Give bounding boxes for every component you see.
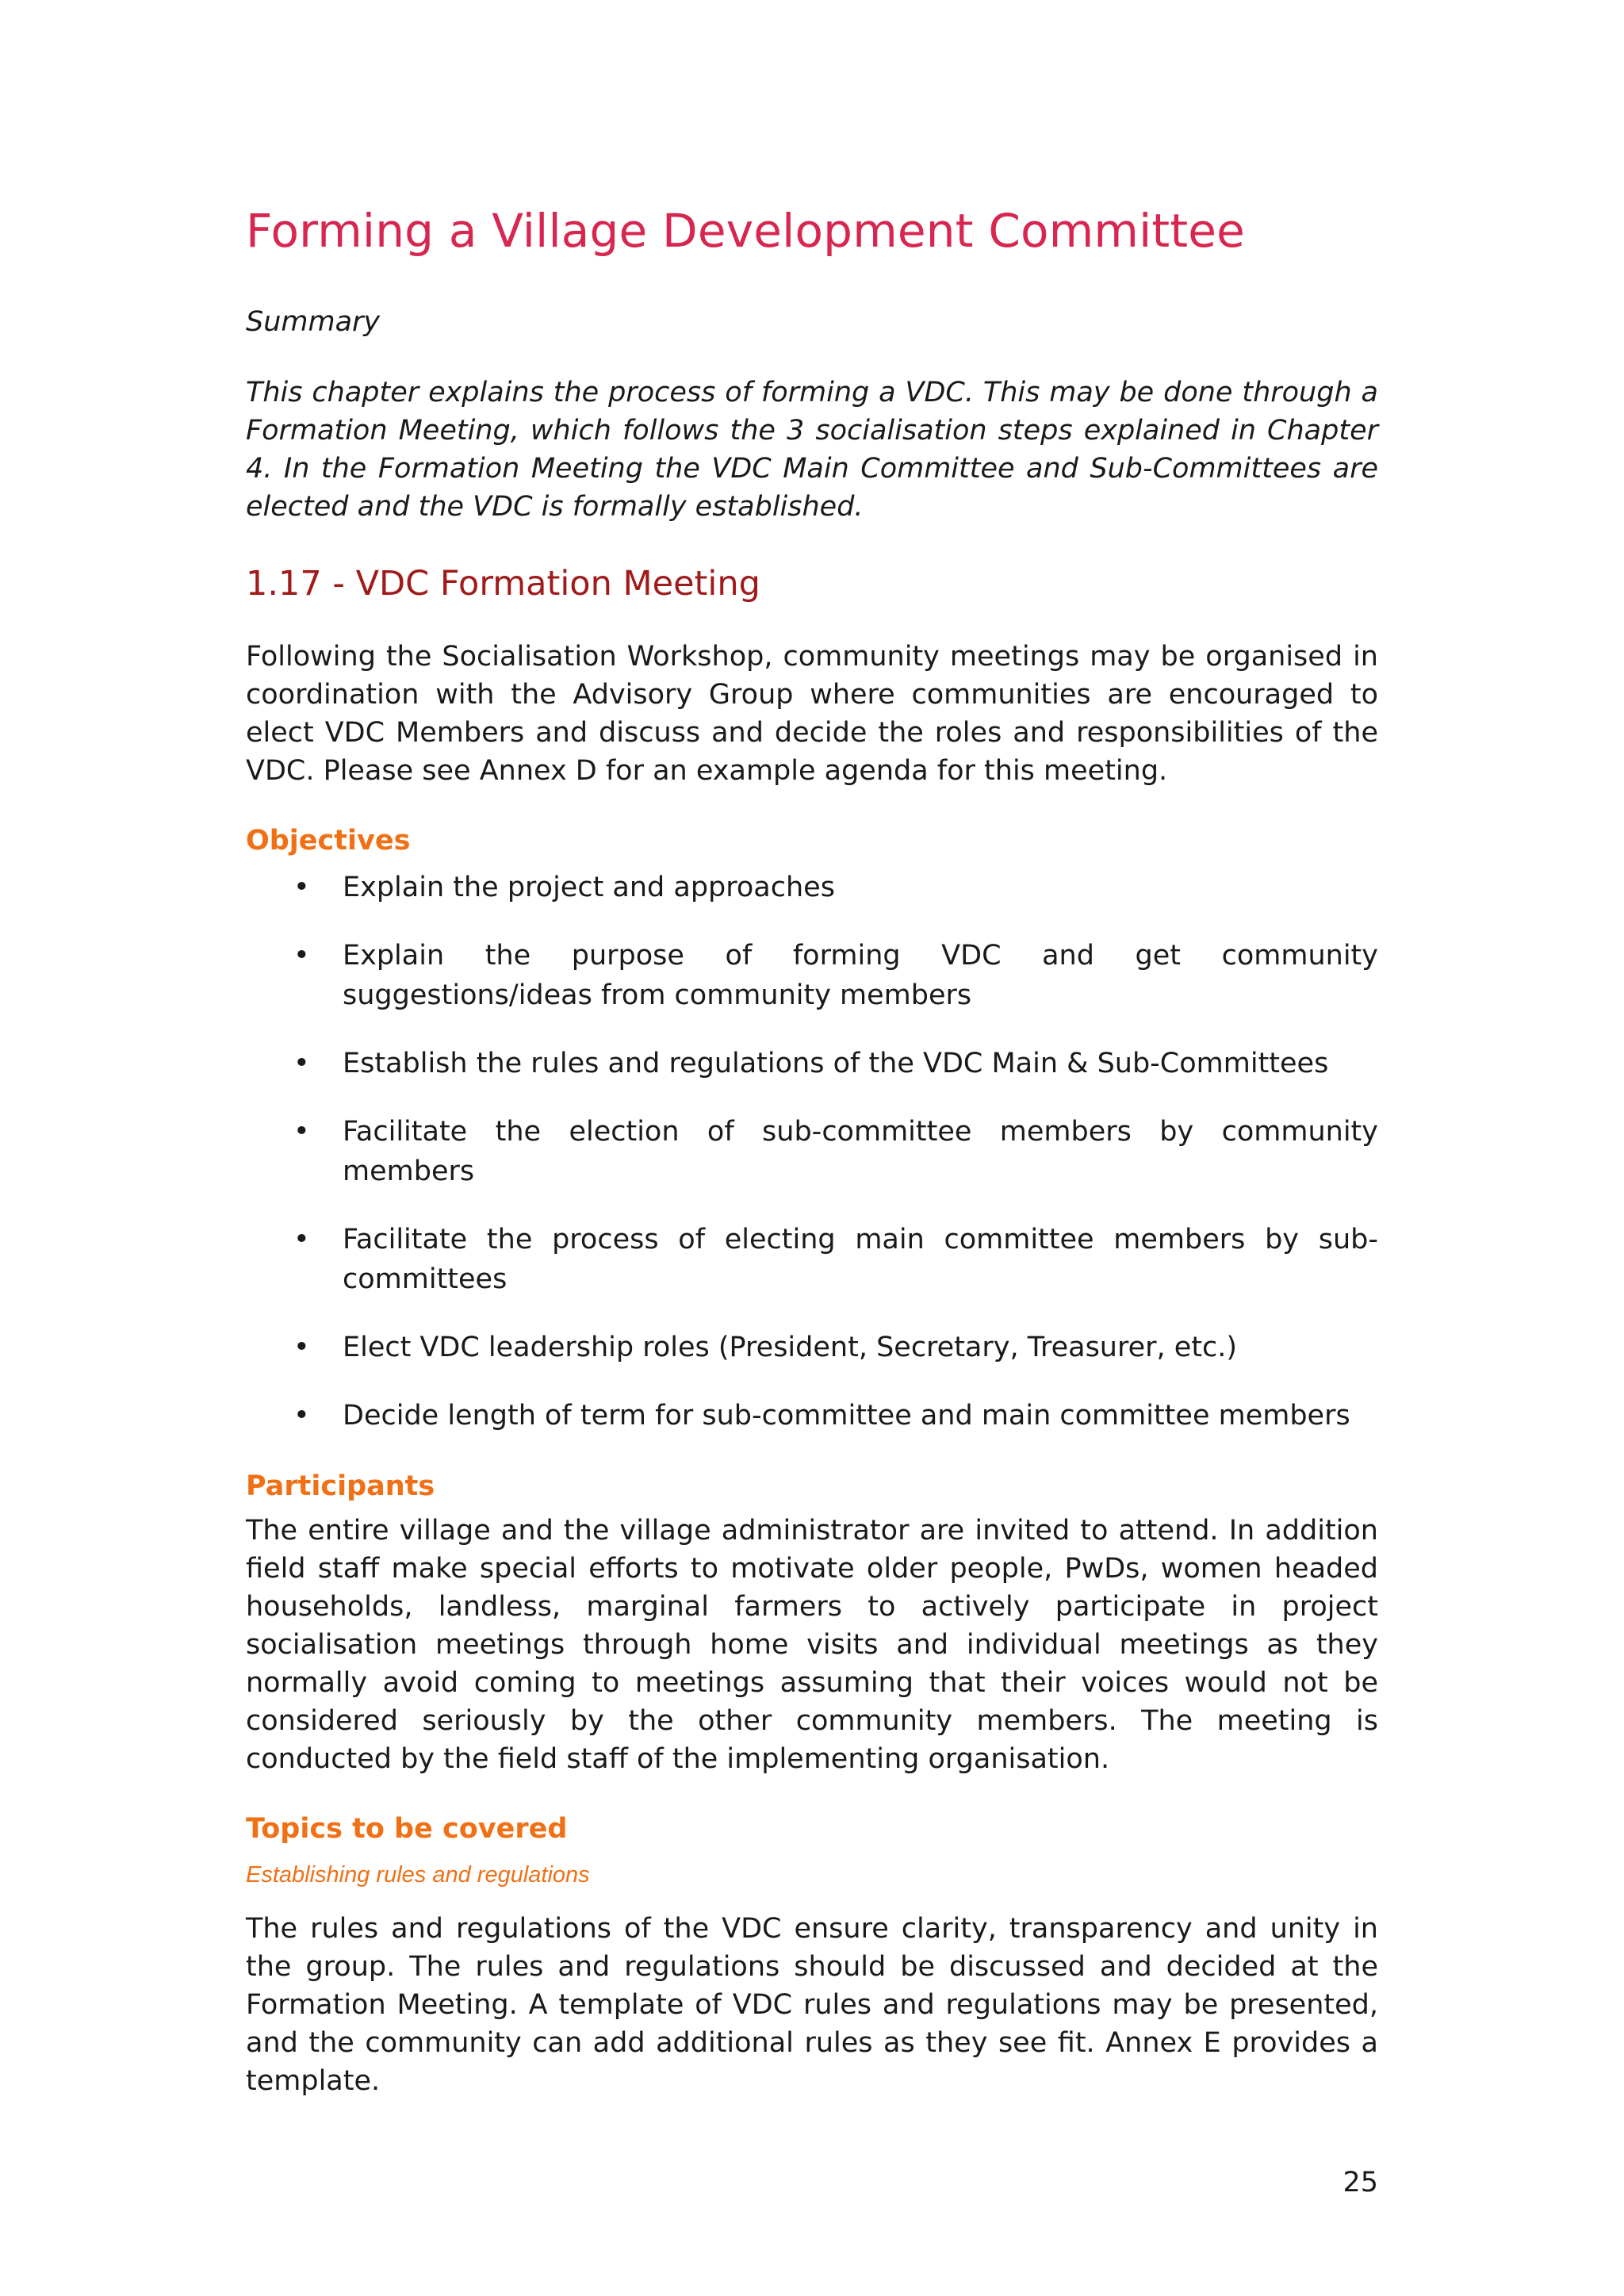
bullet-icon: • (293, 1224, 310, 1256)
participants-text: The entire village and the village administrator are invited to attend. In addition field staff make special efforts to motivate older people, PwDs, women headed households, landless, marginal farmers to actively participate in project socialisation meetings through home visits and individual meetings as they normally avoid coming to meetings assuming that their voices would not be considered seriously by the other community members. The meeting is conducted by the field staff of the implementing organisation. (246, 1515, 1378, 1776)
bullet-icon: • (293, 1116, 310, 1148)
list-item (246, 1112, 1378, 1191)
bullet-icon: • (293, 1048, 310, 1080)
topics-heading: Topics to be covered (246, 1813, 568, 1846)
bullet-icon: • (293, 940, 310, 972)
list-item-text: Facilitate the process of electing main committee members by sub-committees (343, 1224, 1378, 1296)
list-item-text: Facilitate the election of sub-committee members by community members (343, 1116, 1378, 1188)
list-item-text: Decide length of term for sub-committee and main committee members (343, 1400, 1350, 1432)
list-item (246, 1044, 1378, 1083)
list-item-text: Establish the rules and regulations of the VDC Main & Sub-Committees (343, 1048, 1329, 1080)
list-item (246, 868, 1378, 907)
rules-text: The rules and regulations of the VDC ensure clarity, transparency and unity in the group. The rules and regulations should be discussed and decided at the Formation Meeting. A template of VDC rules and regulations may be presented, and the community can add additional rules as they see fit. Annex E provides a template. (246, 1913, 1378, 2098)
summary-label: Summary (246, 305, 381, 338)
bullet-icon: • (293, 1332, 310, 1364)
section-intro: Following the Socialisation Workshop, community meetings may be organised in coordination with the Advisory Group where communities are encouraged to elect VDC Members and discuss and decide the roles and responsibilities of the VDC. Please see Annex D for an example agenda for this meeting. (246, 641, 1378, 788)
list-item (246, 1396, 1378, 1435)
chapter-title: Forming a Village Development Committee (246, 204, 1246, 258)
page-content (246, 202, 1378, 2100)
list-item (246, 936, 1378, 1015)
list-item-text: Explain the purpose of forming VDC and get community suggestions/ideas from community members (343, 940, 1378, 1012)
page-number: 25 (1342, 2167, 1378, 2198)
list-item (246, 1328, 1378, 1367)
summary-text: This chapter explains the process of forming a VDC. This may be done through a Formation Meeting, which follows the 3 socialisation steps explained in Chapter 4. In the Formation Meeting the VDC Main Committee and Sub-Committees are elected and the VDC is formally established. (246, 376, 1378, 523)
participants-heading: Participants (246, 1470, 435, 1503)
objectives-heading: Objectives (246, 825, 411, 857)
list-item (246, 1220, 1378, 1299)
list-item-text: Explain the project and approaches (343, 872, 835, 904)
list-item-text: Elect VDC leadership roles (President, Secretary, Treasurer, etc.) (343, 1332, 1238, 1364)
section-heading: 1.17 - VDC Formation Meeting (246, 563, 760, 604)
objectives-list (246, 868, 1378, 1435)
bullet-icon: • (293, 872, 310, 904)
bullet-icon: • (293, 1400, 310, 1432)
rules-subheading: Establishing rules and regulations (246, 1862, 590, 1888)
